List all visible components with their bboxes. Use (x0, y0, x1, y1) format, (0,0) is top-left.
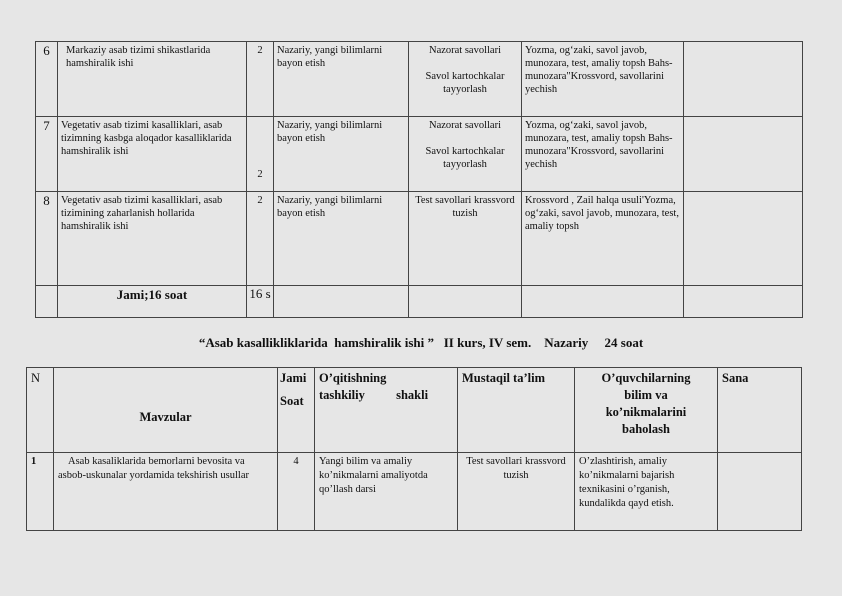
independent-line-2: Savol kartochkalar tayyorlash (425, 71, 505, 95)
topic-cell: Asab kasaliklarida bemorlarni bevosita va asbob-uskunalar yordamida tekshirish usullar (54, 453, 278, 531)
header-independent: Mustaqil ta’lim (458, 368, 575, 453)
date-cell (684, 117, 803, 192)
hours-cell: 2 (247, 42, 274, 117)
hours-cell: 4 (278, 453, 315, 531)
assessment-cell: O’zlashtirish, amaliy ko’nikmalarni bajarish texnikasini o’rganish, kundalikda qayd etish. (575, 453, 718, 531)
date-cell (684, 42, 803, 117)
row-number: 7 (36, 117, 58, 192)
form-cell: Nazariy, yangi bilimlarni bayon etish (274, 192, 409, 286)
total-label: Jami;16 soat (58, 286, 247, 318)
row-number: 8 (36, 192, 58, 286)
total-hours: 16 s (247, 286, 274, 318)
form-cell: Yangi bilim va amaliy ko’nikmalarni amaliyotda qo’llash darsi (315, 453, 458, 531)
topics-table-2 (26, 367, 802, 531)
header-n: N (27, 368, 54, 453)
date-cell (684, 192, 803, 286)
header-form: O’qitishning tashkiliy shakli (315, 368, 458, 453)
date-cell (718, 453, 802, 531)
header-date: Sana (718, 368, 802, 453)
table-row (27, 453, 802, 531)
header-assessment: O’quvchilarning bilim va ko’nikmalarini baholash (575, 368, 718, 453)
topic-cell: Vegetativ asab tizimi kasalliklari, asab tizimining zaharlanish hollarida hamshiralik ishi (58, 192, 247, 286)
table-row (36, 42, 803, 117)
header-topics: Mavzular (54, 368, 278, 453)
row-number: 1 (27, 453, 54, 531)
assessment-cell: Krossvord , Zail halqa usuli'Yozma, og‘zaki, savol javob, munozara, test, amaliy topsh (522, 192, 684, 286)
hours-cell: 2 (247, 117, 274, 192)
total-row (36, 286, 803, 318)
topic-cell: Markaziy asab tizimi shikastlarida hamshiralik ishi (58, 42, 247, 117)
form-cell: Nazariy, yangi bilimlarni bayon etish (274, 117, 409, 192)
independent-line-1: Nazorat savollari (428, 45, 501, 56)
hours-cell: 2 (247, 192, 274, 286)
table-row (36, 192, 803, 286)
form-cell: Nazariy, yangi bilimlarni bayon etish (274, 42, 409, 117)
independent-cell (409, 42, 522, 117)
row-number: 6 (36, 42, 58, 117)
header-row (27, 368, 802, 453)
section-title-main: “Asab kasallikliklarida hamshiralik ishi ” (198, 335, 434, 350)
independent-line-1: Nazorat savollari (428, 120, 501, 131)
independent-cell (409, 117, 522, 192)
assessment-cell: Yozma, og‘zaki, savol javob, munozara, test, amaliy topsh Bahs-munozara"Krossvord, savollarini yechish (522, 42, 684, 117)
independent-line-2: Savol kartochkalar tayyorlash (425, 146, 505, 170)
independent-cell: Test savollari krassvord tuzish (458, 453, 575, 531)
topic-cell: Vegetativ asab tizimi kasalliklari, asab tizimning kasbga aloqador kasalliklarida hamshiralik ishi (58, 117, 247, 192)
section-type: Nazariy (544, 335, 589, 350)
section-hours: 24 soat (604, 335, 644, 350)
section-course: II kurs, IV sem. (443, 335, 532, 350)
topics-table-1 (35, 41, 803, 318)
header-hours: Jami Soat (278, 368, 315, 453)
assessment-cell: Yozma, og‘zaki, savol javob, munozara, test, amaliy topsh Bahs-munozara"Krossvord, savollarini yechish (522, 117, 684, 192)
section-title (0, 335, 842, 351)
independent-cell: Test savollari krassvord tuzish (409, 192, 522, 286)
table-row (36, 117, 803, 192)
